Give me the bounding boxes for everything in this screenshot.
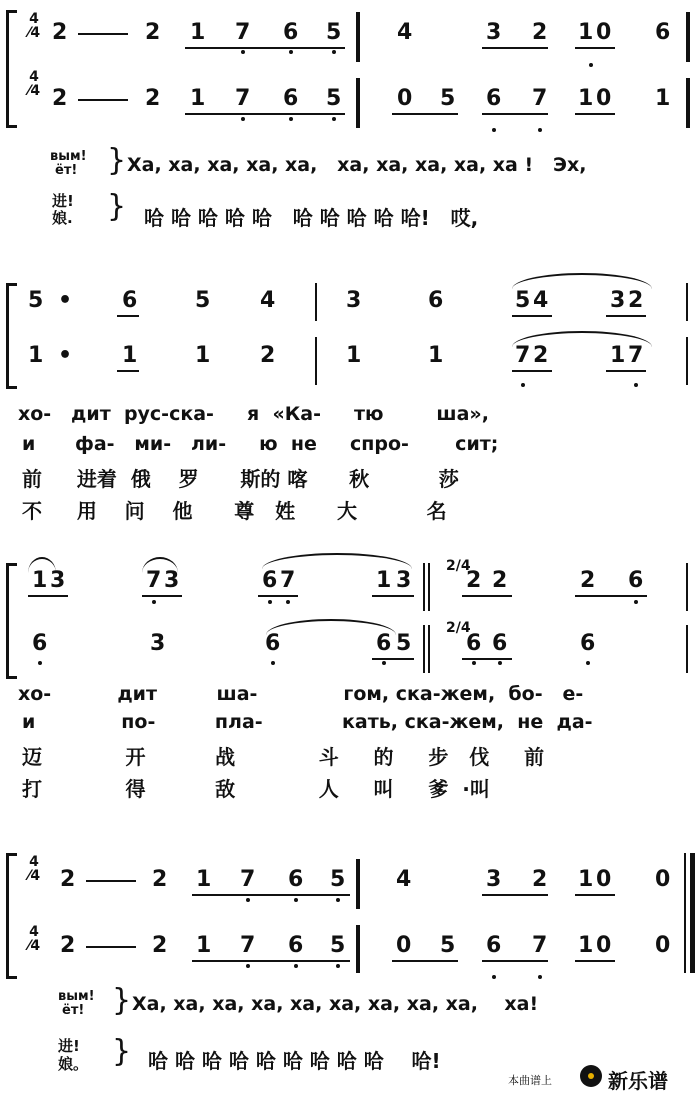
beam [117, 370, 139, 372]
note: 6 [628, 568, 644, 593]
note: 6 [580, 631, 596, 656]
beam [185, 113, 345, 115]
low-octave-dot [538, 128, 542, 132]
note: 7 [235, 86, 251, 111]
note: 2 [628, 288, 644, 313]
low-octave-dot [38, 661, 42, 665]
lyric-line-cn: 哈 哈 哈 哈 哈 哈 哈 哈 哈 哈! [148, 1049, 441, 1073]
system-1 [0, 0, 700, 240]
note: 3 [346, 288, 362, 313]
low-octave-dot [268, 600, 272, 604]
note: 1 [190, 20, 206, 45]
site-logo: 新乐谱 [608, 1069, 668, 1093]
time-signature: 2/4 [446, 558, 471, 574]
note: 5 [330, 933, 346, 958]
note: 3 [486, 867, 502, 892]
low-octave-dot [332, 50, 336, 54]
note: 7 [240, 867, 256, 892]
beam [512, 315, 552, 317]
duration-dash [86, 880, 136, 882]
note: 1 [346, 343, 362, 368]
beam [606, 370, 646, 372]
note: 0 [397, 86, 413, 111]
beam [192, 960, 350, 962]
note: 6 [428, 288, 444, 313]
note: 5 [28, 288, 44, 313]
low-octave-dot [336, 964, 340, 968]
note: 2 [52, 20, 68, 45]
beam [512, 370, 552, 372]
note: 0 [655, 933, 671, 958]
beam [575, 113, 615, 115]
staff-brace [6, 563, 17, 679]
system-2 [0, 265, 700, 525]
barline [428, 625, 430, 673]
lyric-brace: } [107, 189, 127, 224]
low-octave-dot [286, 600, 290, 604]
note: 1 [578, 86, 594, 111]
note: 2 [492, 568, 508, 593]
lyric-brace: } [107, 143, 127, 178]
note: 7 [628, 343, 644, 368]
beam [462, 595, 512, 597]
note: 6 [288, 867, 304, 892]
note: 1 [190, 86, 206, 111]
note: 2 [152, 933, 168, 958]
lyric-line-cn: 打 得 敌 人 叫 爹 ·叫 [22, 777, 490, 801]
beam [575, 894, 615, 896]
beam [392, 960, 458, 962]
note: 1 [28, 343, 44, 368]
barline [690, 853, 695, 973]
low-octave-dot [246, 898, 250, 902]
system-3 [0, 545, 700, 800]
lyric-line-ru: хо- дит ша- гом, ска-жем, бо- е- [18, 683, 584, 705]
note: 2 [466, 568, 482, 593]
note: 0 [596, 86, 612, 111]
note: 6 [288, 933, 304, 958]
low-octave-dot [241, 117, 245, 121]
duration-dash [78, 99, 128, 101]
barline [356, 925, 360, 973]
note: 4 [397, 20, 413, 45]
barline [423, 563, 425, 611]
note: 6 [466, 631, 482, 656]
low-octave-dot [521, 383, 525, 387]
lyric-line-cn: 哈 哈 哈 哈 哈 哈 哈 哈 哈 哈! 哎, [144, 206, 479, 230]
lyric-line-ru: хо- дит рус-ска- я «Ка- тю ша», [18, 403, 489, 425]
note: 5 [396, 631, 412, 656]
logo-disc-icon [580, 1065, 602, 1087]
note: 1 [196, 867, 212, 892]
low-octave-dot [271, 661, 275, 665]
note: 6 [655, 20, 671, 45]
note: 6 [492, 631, 508, 656]
note: 0 [655, 867, 671, 892]
lyric-ending: вым! [50, 149, 87, 164]
system-4 [0, 825, 700, 1097]
note: 1 [428, 343, 444, 368]
note: 6 [122, 288, 138, 313]
note: 1 [578, 933, 594, 958]
beam [372, 595, 414, 597]
note: 2 [60, 933, 76, 958]
lyric-ending: 娘. [52, 209, 73, 227]
note: • [58, 288, 73, 313]
note: 6 [283, 86, 299, 111]
note: 4 [533, 288, 549, 313]
lyric-ending: вым! [58, 989, 95, 1004]
staff-brace [6, 853, 17, 979]
note: 0 [396, 933, 412, 958]
lyric-ending: 进! [52, 192, 74, 210]
note: 4 [396, 867, 412, 892]
low-octave-dot [332, 117, 336, 121]
note: 1 [578, 20, 594, 45]
note: 3 [50, 568, 66, 593]
note: 6 [262, 568, 278, 593]
barline [686, 12, 690, 62]
note: 5 [515, 288, 531, 313]
lyric-ending: ёт! [55, 163, 78, 178]
beam [258, 595, 298, 597]
barline [356, 859, 360, 909]
beam [482, 113, 548, 115]
low-octave-dot [492, 128, 496, 132]
note: 7 [240, 933, 256, 958]
low-octave-dot [246, 964, 250, 968]
low-octave-dot [152, 600, 156, 604]
lyric-line-ru: Ха, ха, ха, ха, ха, ха, ха, ха, ха, ха! [132, 993, 539, 1015]
note: 2 [52, 86, 68, 111]
note: 1 [376, 568, 392, 593]
lyric-brace: } [112, 983, 132, 1018]
low-octave-dot [294, 964, 298, 968]
low-octave-dot [538, 975, 542, 979]
note: 1 [32, 568, 48, 593]
beam [117, 315, 139, 317]
barline [686, 78, 690, 128]
note: 5 [440, 86, 456, 111]
note: 2 [60, 867, 76, 892]
note: 6 [486, 933, 502, 958]
note: 6 [283, 20, 299, 45]
low-octave-dot [382, 661, 386, 665]
note: 1 [578, 867, 594, 892]
barline [315, 283, 317, 321]
barline [686, 337, 688, 385]
low-octave-dot [492, 975, 496, 979]
beam [575, 47, 615, 49]
low-octave-dot [289, 117, 293, 121]
low-octave-dot [634, 600, 638, 604]
beam [482, 47, 548, 49]
note: 5 [195, 288, 211, 313]
note: 6 [265, 631, 281, 656]
lyric-line-cn: 迈 开 战 斗 的 步 伐 前 [22, 745, 545, 769]
note: 5 [326, 86, 342, 111]
note: 0 [596, 867, 612, 892]
barline [356, 12, 360, 62]
time-signature: 4 ⁄4 [28, 11, 41, 41]
note: 1 [195, 343, 211, 368]
beam [462, 658, 512, 660]
low-octave-dot [294, 898, 298, 902]
beam [142, 595, 182, 597]
lyric-ending: 进! [58, 1037, 80, 1055]
beam [185, 47, 345, 49]
lyric-line-ru: и по- пла- кать, ска-жем, не да- [22, 711, 593, 733]
barline [315, 337, 317, 385]
note: 1 [610, 343, 626, 368]
lyric-line-cn: 不 用 问 他 尊 姓 大 名 [22, 499, 447, 523]
time-signature: 2/4 [446, 620, 471, 636]
beam [482, 960, 548, 962]
beam [482, 894, 548, 896]
note: 5 [326, 20, 342, 45]
barline [686, 563, 688, 611]
duration-dash [78, 33, 128, 35]
note: 3 [610, 288, 626, 313]
beam [192, 894, 350, 896]
staff-brace [6, 10, 17, 128]
time-signature: 4 ⁄4 [28, 924, 41, 954]
duration-dash [86, 946, 136, 948]
note: 2 [532, 867, 548, 892]
lyric-line-ru: Ха, ха, ха, ха, ха, ха, ха, ха, ха, ха ! Эх, [127, 154, 587, 176]
beam [575, 960, 615, 962]
time-signature: 4 ⁄4 [28, 69, 41, 99]
note: 6 [376, 631, 392, 656]
note: 2 [260, 343, 276, 368]
low-octave-dot [336, 898, 340, 902]
slur [262, 553, 412, 569]
note: 6 [486, 86, 502, 111]
barline [423, 625, 425, 673]
note: 2 [152, 867, 168, 892]
lyric-ending: 娘。 [58, 1055, 89, 1073]
lyric-line-cn: 前 进着 俄 罗 斯的 喀 秋 莎 [22, 467, 459, 491]
beam [392, 113, 458, 115]
beam [575, 595, 647, 597]
note: 7 [280, 568, 296, 593]
barline [686, 625, 688, 673]
time-signature: 4 ⁄4 [28, 854, 41, 884]
lyric-line-ru: и фа- ми- ли- ю не спро- сит; [22, 433, 499, 455]
barline [684, 853, 686, 973]
slur [512, 273, 652, 289]
low-octave-dot [634, 383, 638, 387]
note: 2 [145, 20, 161, 45]
note: 7 [235, 20, 251, 45]
footer-text: 本曲谱上 [508, 1074, 552, 1087]
note: 7 [532, 86, 548, 111]
staff-brace [6, 283, 17, 389]
lyric-ending: ёт! [62, 1003, 85, 1018]
note: 0 [596, 933, 612, 958]
barline [356, 78, 360, 128]
note: 7 [146, 568, 162, 593]
note: 7 [532, 933, 548, 958]
low-octave-dot [241, 50, 245, 54]
beam [372, 658, 414, 660]
note: 1 [196, 933, 212, 958]
low-octave-dot [586, 661, 590, 665]
note: 2 [145, 86, 161, 111]
note: 3 [396, 568, 412, 593]
barline [428, 563, 430, 611]
note: 1 [122, 343, 138, 368]
note: 1 [655, 86, 671, 111]
beam [28, 595, 68, 597]
low-octave-dot [498, 661, 502, 665]
note: 3 [164, 568, 180, 593]
note: 5 [330, 867, 346, 892]
note: 7 [515, 343, 531, 368]
barline [686, 283, 688, 321]
note: 4 [260, 288, 276, 313]
low-octave-dot [589, 63, 593, 67]
note: 3 [150, 631, 166, 656]
low-octave-dot [472, 661, 476, 665]
low-octave-dot [289, 50, 293, 54]
note: 2 [533, 343, 549, 368]
beam [606, 315, 646, 317]
note: 3 [486, 20, 502, 45]
note: 2 [580, 568, 596, 593]
note: 6 [32, 631, 48, 656]
note: 2 [532, 20, 548, 45]
note: 5 [440, 933, 456, 958]
lyric-brace: } [112, 1034, 132, 1069]
note: • [58, 343, 73, 368]
note: 0 [596, 20, 612, 45]
